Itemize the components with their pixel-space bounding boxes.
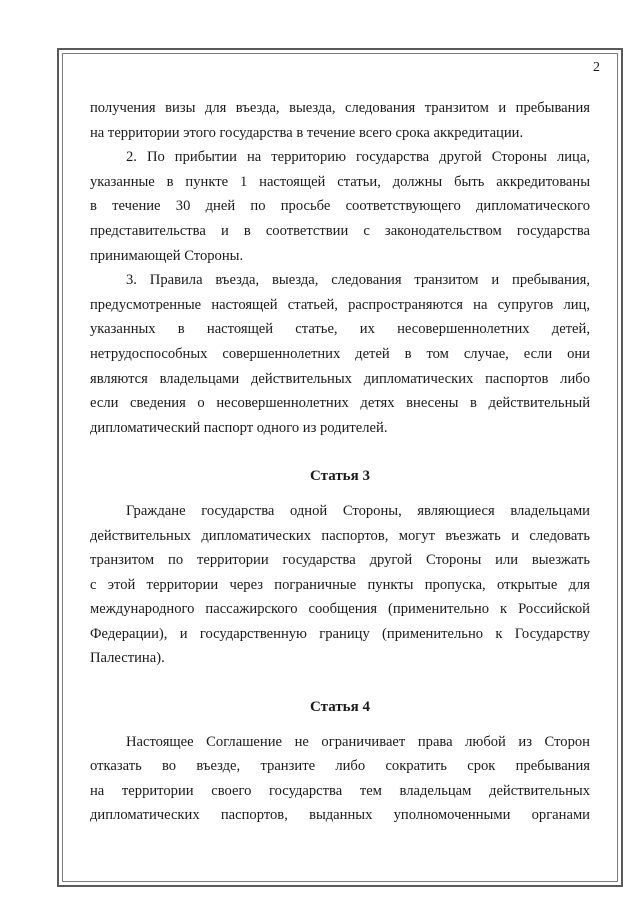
paragraph-article-4 <box>90 730 590 828</box>
text-line: отказать во въезде, транзите либо сократить срок пребывания <box>90 758 590 775</box>
text-line: Граждане государства одной Стороны, являющиеся владельцами <box>126 502 590 519</box>
document-body <box>90 96 590 828</box>
text-line: 2. По прибытии на территорию государства другой Стороны лица, <box>126 149 590 166</box>
text-line: являются владельцами действительных дипломатических паспортов либо <box>90 370 590 387</box>
text-line: 3. Правила въезда, выезда, следования транзитом и пребывания, <box>126 272 590 289</box>
text-line: международного пассажирского сообщения (применительно к Российской <box>90 601 590 618</box>
text-line: принимающей Стороны. <box>90 247 244 264</box>
text-line: дипломатических паспортов, выданных уполномоченными органами <box>90 807 590 824</box>
text-line: получения визы для въезда, выезда, следования транзитом и пребывания <box>90 100 590 116</box>
text-line: указанные в пункте 1 настоящей статьи, должны быть аккредитованы <box>90 173 590 190</box>
text-line: транзитом по территории государства другой Стороны или выезжать <box>90 552 590 569</box>
text-line: Палестина). <box>90 650 165 667</box>
text-line: действительных дипломатических паспортов, могут въезжать и следовать <box>90 527 590 544</box>
text-line: нетрудоспособных совершеннолетних детей в том случае, если они <box>90 345 590 362</box>
paragraph-item-3 <box>90 268 590 440</box>
paragraph-item-2 <box>90 145 590 268</box>
text-line: дипломатический паспорт одного из родителей. <box>90 419 388 436</box>
text-line: на территории своего государства тем владельцам действительных <box>90 782 590 799</box>
text-line: с этой территории через пограничные пункты пропуска, открытые для <box>90 576 590 593</box>
text-line: если сведения о несовершеннолетних детях внесены в действительный <box>90 395 590 412</box>
text-line: в течение 30 дней по просьбе соответствующего дипломатического <box>90 198 590 215</box>
text-line: указанных в настоящей статье, их несовершеннолетних детей, <box>90 321 590 338</box>
text-line: Федерации), и государственную границу (применительно к Государству <box>90 625 590 642</box>
text-line: на территории этого государства в течение всего срока аккредитации. <box>90 124 524 141</box>
page-number: 2 <box>593 60 600 75</box>
article-3-heading: Статья 3 <box>310 468 370 485</box>
paragraph-continuation <box>90 96 590 145</box>
article-4-heading: Статья 4 <box>310 699 370 716</box>
paragraph-article-3 <box>90 499 590 671</box>
text-line: предусмотренные настоящей статьей, распространяются на супругов лиц, <box>90 296 590 313</box>
text-line: Настоящее Соглашение не ограничивает права любой из Сторон <box>126 733 590 750</box>
text-line: представительства и в соответствии с законодательством государства <box>90 222 590 239</box>
